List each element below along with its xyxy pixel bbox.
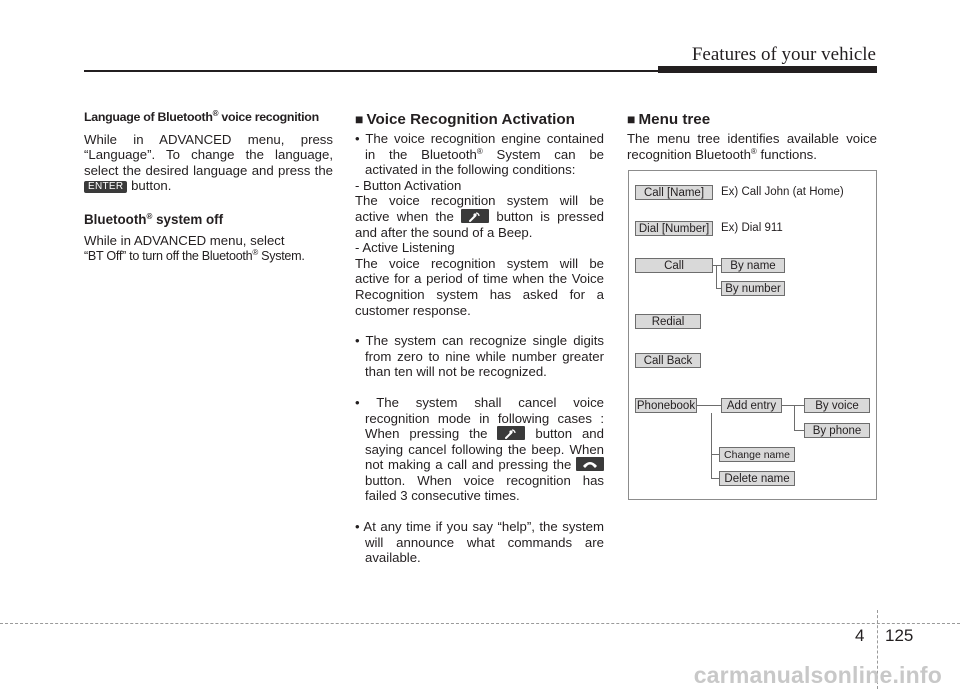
- menu-change-name: Change name: [719, 447, 795, 462]
- menu-redial: Redial: [635, 314, 701, 329]
- menu-by-voice: By voice: [804, 398, 870, 413]
- bullet-cancel: • The system shall cancel voice recognition mode in following cases : When pressing the button and saying cancel following the beep. When not making a call and pressing the button. When voice recognition has failed 3 consecutive times.: [355, 394, 604, 504]
- sub-active-listening-text: The voice recognition system will be active for a period of time when the Voice Recognition system has asked for a customer response.: [355, 255, 604, 318]
- sub-active-listening-label: - Active Listening: [355, 240, 455, 256]
- section-number: 4: [855, 626, 865, 645]
- menu-tree-heading: ■ Menu tree: [627, 111, 711, 128]
- menu-tree-diagram: [628, 170, 877, 500]
- watermark: carmanualsonline.info: [693, 662, 942, 688]
- bullet-digits: • The system can recognize single digits from zero to nine while number greater than ten will not be recognized.: [355, 333, 604, 380]
- hang-up-icon: [576, 457, 604, 471]
- bullet-activation: • The voice recognition engine contained in the Bluetooth® System can be activated in the following conditions:: [355, 131, 604, 178]
- page-number: 125: [885, 626, 914, 645]
- bluetooth-off-heading: Bluetooth® system off: [84, 211, 224, 227]
- menu-call-back: Call Back: [635, 353, 701, 368]
- menu-phonebook: Phonebook: [636, 400, 696, 412]
- voice-talk-icon: [497, 426, 525, 440]
- column-1: [84, 110, 333, 264]
- bullet-help: • At any time if you say “help”, the system will announce what commands are available.: [355, 519, 604, 566]
- enter-key-badge: ENTER: [84, 181, 127, 193]
- header-bar: [658, 66, 877, 73]
- menu-by-number: By number: [721, 281, 785, 296]
- sub-button-activation-text: The voice recognition system will be active when the button is pressed and after the sound of a Beep.: [355, 193, 605, 240]
- menu-add-entry: Add entry: [721, 398, 782, 413]
- menu-call: Call: [635, 258, 713, 273]
- footer-rule: [0, 623, 960, 624]
- menu-by-name: By name: [721, 258, 785, 273]
- running-header: Features of your vehicle: [691, 44, 876, 65]
- column-2: [355, 110, 604, 566]
- voice-activation-heading: ■ Voice Recognition Activation: [355, 111, 575, 128]
- bluetooth-off-p2: “BT Off” to turn off the Bluetooth® System.: [84, 247, 305, 263]
- menu-call-name: Call [Name]: [635, 185, 713, 200]
- language-heading: Language of Bluetooth® voice recognition: [84, 109, 319, 124]
- menu-delete-name: Delete name: [719, 471, 795, 486]
- column-3: [627, 110, 877, 162]
- menu-dial-number: Dial [Number]: [635, 221, 713, 236]
- menu-by-phone: By phone: [804, 423, 870, 438]
- menu-tree-intro: The menu tree identifies available voice recognition Bluetooth® functions.: [627, 131, 877, 162]
- bluetooth-off-p1: While in ADVANCED menu, select: [84, 232, 285, 248]
- language-paragraph: While in ADVANCED menu, press “Language”. To change the language, select the desired language and press the ENTER button.: [84, 131, 334, 194]
- menu-call-name-example: Ex) Call John (at Home): [721, 186, 844, 198]
- menu-dial-number-example: Ex) Dial 911: [721, 222, 783, 234]
- sub-button-activation-label: - Button Activation: [355, 177, 462, 193]
- voice-talk-icon: [461, 209, 489, 223]
